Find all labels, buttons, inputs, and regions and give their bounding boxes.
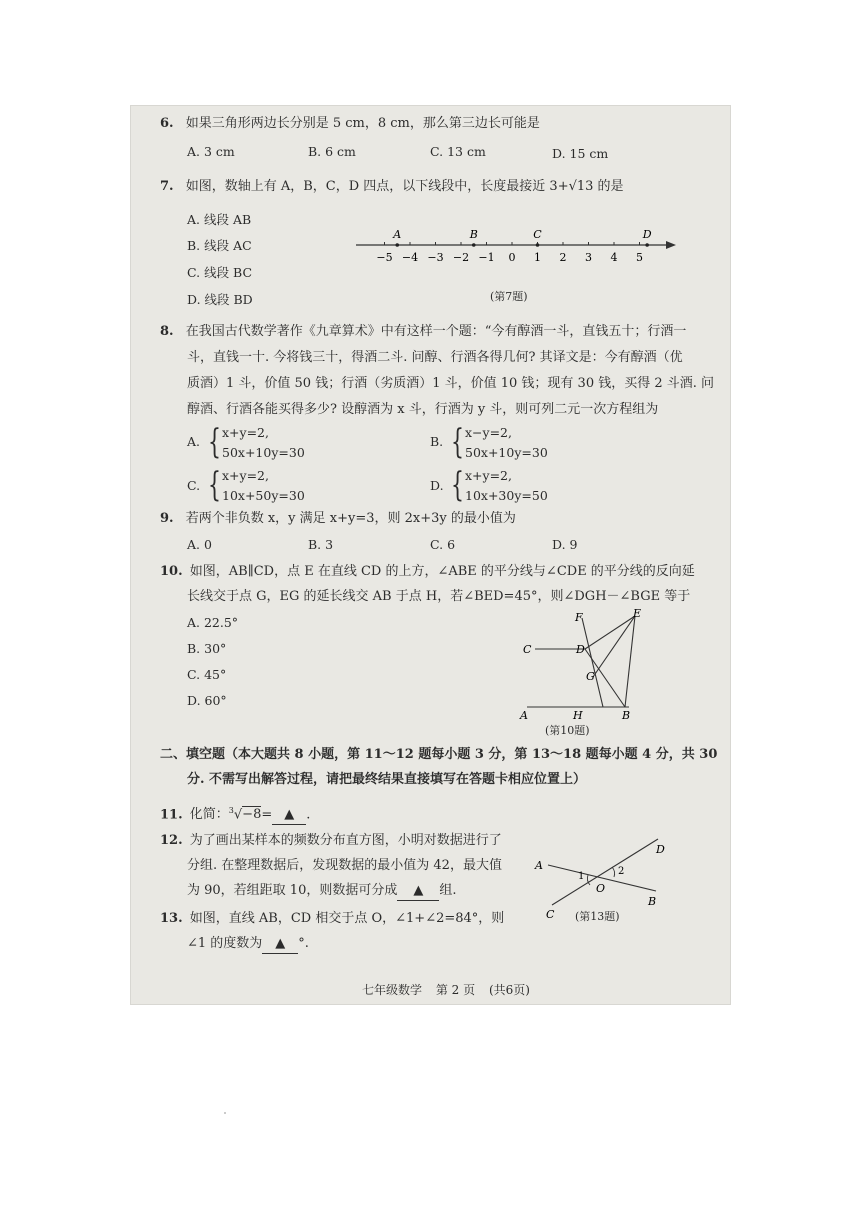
equals-sign: = [261, 807, 273, 823]
option-d: D. 15 cm [552, 146, 609, 161]
number-line-figure [352, 221, 682, 269]
answer-blank[interactable] [397, 882, 439, 901]
point-d [645, 243, 649, 247]
axis-tick-label: −2 [452, 251, 470, 264]
option-a-label: A. [187, 434, 201, 449]
question-number: 6. [160, 116, 174, 131]
label-g: G [586, 670, 595, 683]
label-d: D [656, 843, 665, 856]
label-e: E [633, 607, 642, 620]
question-13-line-1 [160, 910, 504, 928]
option-c: C. 13 cm [430, 144, 486, 159]
label-a: A [520, 709, 528, 722]
radical-sign-icon: √ [233, 807, 243, 823]
angle-2-arc [612, 867, 615, 877]
option-b-label: B. [430, 434, 444, 449]
point-b [472, 243, 476, 247]
point-a [395, 243, 399, 247]
axis-tick-label: 2 [559, 251, 567, 264]
equation-2: 10x+50y=30 [222, 488, 305, 503]
brace-icon: { [451, 422, 464, 462]
question-8-line-2: 斗，直钱一十. 今将钱三十，得酒二斗. 问醇、行酒各得几何? 其译文是：今有醇酒（优 [187, 350, 683, 365]
line-cd [552, 839, 658, 905]
section-2-heading: 二、填空题（本大题共 8 小题，第 11～12 题每小题 3 分，第 13～18 题每小题 4 分，共 30 [160, 747, 718, 762]
equation-2: 50x+10y=30 [465, 445, 548, 460]
question-8-line-3: 质酒）1 斗，价值 50 钱；行酒（劣质酒）1 斗，价值 10 钱；现有 30 钱，买得 2 斗酒. 问 [187, 376, 715, 391]
option-c-system [208, 466, 328, 506]
option-a: A. 0 [187, 537, 212, 552]
axis-tick-label: 0 [508, 251, 516, 264]
option-b-system [451, 423, 571, 463]
option-b: B. 6 cm [308, 144, 356, 159]
footer-total: (共6页) [488, 983, 530, 997]
question-text: 为了画出某样本的频数分布直方图，小明对数据进行了 [189, 833, 502, 848]
question-text: ∠1 的度数为 [187, 936, 263, 951]
question-stem: 若两个非负数 x，y 满足 x+y=3，则 2x+3y 的最小值为 [185, 511, 516, 526]
axis-tick-label: 4 [610, 251, 618, 264]
segment-f-h [582, 618, 603, 707]
end-punct: . [306, 807, 311, 823]
question-number: 13. [160, 911, 183, 926]
speck [224, 1112, 226, 1114]
axis-tick-label: 1 [534, 251, 541, 264]
question-text: 在我国古代数学著作《九章算术》中有这样一个题：“今有醇酒一斗，直钱五十；行酒一 [185, 324, 687, 339]
question-text: 如图，直线 AB，CD 相交于点 O，∠1+∠2=84°，则 [189, 911, 505, 926]
label-b: B [622, 709, 631, 722]
label-c: C [523, 643, 532, 656]
question-12-line-1 [160, 832, 502, 850]
equation-2: 50x+10y=30 [222, 445, 305, 460]
figure-caption: (第13题) [575, 910, 620, 923]
option-d-label: D. [430, 478, 444, 493]
label-a: A [535, 859, 543, 872]
question-number: 12. [160, 833, 183, 848]
angle-2-label: 2 [618, 866, 625, 877]
question-7 [160, 178, 624, 196]
point-c [536, 243, 540, 247]
question-text: 如图，AB∥CD，点 E 在直线 CD 的上方，∠ABE 的平分线与∠CDE 的平分线的反向延 [189, 564, 695, 579]
question-number: 11. [160, 807, 183, 823]
option-c: C. 45° [187, 667, 227, 682]
question-stem: 如果三角形两边长分别是 5 cm，8 cm，那么第三边长可能是 [185, 116, 540, 131]
figure-caption: (第7题) [490, 290, 528, 303]
brace-icon: { [208, 465, 221, 505]
option-b: B. 3 [308, 537, 334, 552]
equation-1: x+y=2, [222, 425, 269, 440]
brace-icon: { [208, 422, 221, 462]
option-a: A. 3 cm [187, 144, 235, 159]
segment-e-b [625, 616, 635, 707]
question-11 [160, 802, 310, 825]
option-d: D. 60° [187, 693, 227, 708]
axis-tick-label: −3 [427, 251, 444, 264]
equation-2: 10x+30y=50 [465, 488, 548, 503]
point-label: D [642, 228, 652, 241]
blank-marker: ▲ [413, 883, 424, 898]
option-b: B. 线段 AC [187, 238, 252, 253]
question-10-line-2: 长线交于点 G，EG 的延长线交 AB 于点 H，若∠BED=45°，则∠DGH－∠BGE 等于 [187, 589, 691, 604]
option-c: C. 线段 BC [187, 265, 253, 280]
footer-page: 第 2 页 [435, 983, 476, 997]
option-c: C. 6 [430, 537, 456, 552]
question-text: 为 90，若组距取 10，则数据可分成 [187, 883, 398, 898]
geometry-figure-10 [515, 605, 650, 725]
option-d-system [451, 466, 571, 506]
root-index: 3 [228, 806, 234, 815]
option-b: B. 30° [187, 641, 227, 656]
radicand: −8 [242, 807, 262, 823]
label-c: C [546, 908, 555, 921]
answer-blank[interactable] [262, 935, 298, 954]
question-13-line-2 [187, 935, 309, 954]
question-number: 10. [160, 564, 183, 579]
point-label: B [469, 228, 478, 241]
end-punct: °. [298, 936, 309, 951]
answer-blank[interactable] [272, 806, 306, 825]
point-label: A [393, 228, 402, 241]
blank-marker: ▲ [275, 936, 286, 951]
label-h: H [573, 709, 583, 722]
page-footer [362, 981, 530, 998]
question-12-line-2: 分组. 在整理数据后，发现数据的最小值为 42，最大值 [187, 858, 502, 873]
axis-tick-label: 3 [585, 251, 592, 264]
brace-icon: { [451, 465, 464, 505]
label-o: O [596, 882, 606, 895]
question-prefix: 化简： [189, 807, 229, 823]
label-d: D [576, 643, 585, 656]
axis-tick-label: −4 [401, 251, 419, 264]
axis-arrow-icon [666, 241, 676, 249]
equation-1: x+y=2, [222, 468, 269, 483]
exam-page [130, 105, 731, 1005]
section-2-instructions: 分. 不需写出解答过程，请把最终结果直接填写在答题卡相应位置上） [187, 772, 587, 787]
axis-tick-label: 5 [636, 251, 643, 264]
option-d: D. 线段 BD [187, 292, 253, 307]
option-c-label: C. [187, 478, 201, 493]
question-number: 9. [160, 511, 174, 526]
question-8-line-4: 醇酒、行酒各能买得多少? 设醇酒为 x 斗，行酒为 y 斗，则可列二元一次方程组为 [187, 402, 659, 417]
axis-tick-label: −5 [376, 251, 393, 264]
segment-e-g [593, 616, 635, 677]
angle-1-arc [587, 875, 590, 885]
label-f: F [575, 611, 583, 624]
angle-1-label: 1 [578, 871, 585, 882]
label-b: B [648, 895, 657, 908]
end-punct: 组. [439, 883, 457, 898]
question-number: 7. [160, 179, 174, 194]
question-number: 8. [160, 324, 174, 339]
equation-1: x−y=2, [465, 425, 512, 440]
segment-d-e [585, 616, 635, 649]
option-a: A. 线段 AB [187, 212, 252, 227]
question-9 [160, 510, 516, 528]
question-10-line-1 [160, 563, 695, 581]
figure-caption: (第10题) [545, 724, 590, 737]
option-a: A. 22.5° [187, 615, 239, 630]
option-d: D. 9 [552, 537, 578, 552]
axis-tick-label: −1 [478, 251, 495, 264]
option-a-system [208, 423, 328, 463]
question-12-line-3 [187, 882, 457, 901]
question-8-line-1 [160, 323, 686, 341]
question-stem: 如图，数轴上有 A，B，C，D 四点，以下线段中，长度最接近 3+√13 的是 [185, 179, 624, 194]
point-label: C [533, 228, 542, 241]
question-6 [160, 115, 540, 133]
equation-1: x+y=2, [465, 468, 512, 483]
footer-subject: 七年级数学 [362, 983, 423, 997]
blank-marker: ▲ [284, 807, 295, 823]
